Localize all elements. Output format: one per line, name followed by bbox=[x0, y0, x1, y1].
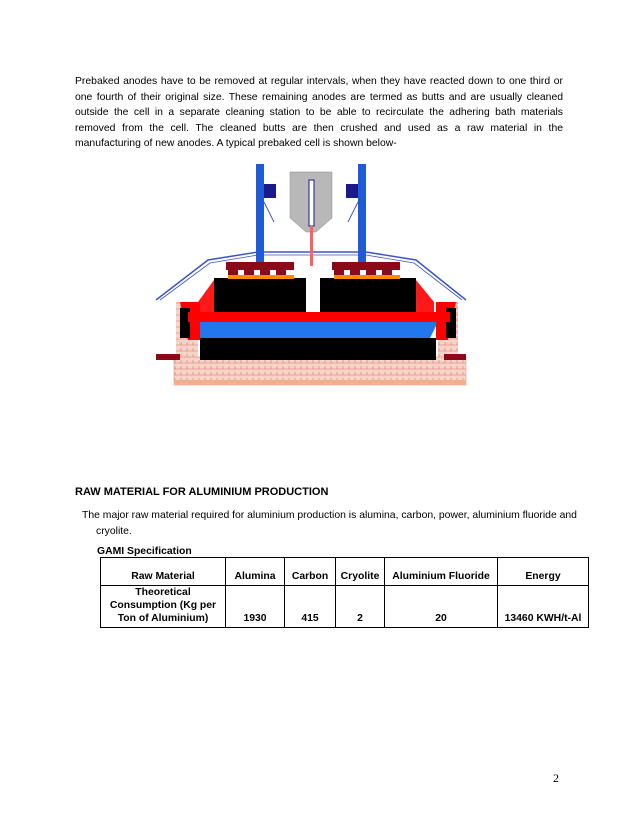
row-label: Theoretical Consumption (Kg per Ton of Aluminium) bbox=[101, 586, 226, 628]
left-column bbox=[256, 164, 264, 262]
spec-table bbox=[100, 557, 589, 628]
left-anode bbox=[214, 278, 306, 312]
table-header-row bbox=[101, 558, 589, 586]
right-column-cap bbox=[346, 184, 358, 198]
header-alumina: Alumina bbox=[226, 558, 285, 586]
cell-energy: 13460 KWH/t-Al bbox=[498, 586, 589, 628]
metal-pad bbox=[192, 322, 438, 338]
left-collector-end bbox=[156, 354, 180, 360]
cell-cryolite: 2 bbox=[336, 586, 385, 628]
page-number: 2 bbox=[553, 771, 559, 785]
cell-aluminium-fluoride: 20 bbox=[385, 586, 498, 628]
bath-layer bbox=[188, 312, 450, 322]
left-column-cap bbox=[264, 184, 276, 198]
header-raw-material: Raw Material bbox=[101, 558, 226, 586]
crust-breaker bbox=[310, 226, 313, 266]
cell-alumina: 1930 bbox=[226, 586, 285, 628]
right-collector-end bbox=[444, 354, 466, 360]
intro-paragraph: Prebaked anodes have to be removed at regular intervals, when they have reacted down to one third or one fourth of their original size. These remaining anodes are termed as butts and are usually cleaned outside the cell in a separate cleaning station to be able to recirculate the adhering bath materials removed from the cell. The cleaned butts are then crushed and used as a raw material in the manufacturing of new anodes. A typical prebaked cell is shown below- bbox=[75, 76, 563, 150]
spec-title: GAMI Specification bbox=[97, 546, 192, 557]
prebaked-cell-diagram bbox=[148, 162, 470, 402]
cell-carbon: 415 bbox=[285, 586, 336, 628]
right-column bbox=[358, 164, 366, 262]
base-bottom-line bbox=[174, 380, 466, 385]
cathode-block bbox=[200, 338, 436, 360]
right-anode bbox=[320, 278, 416, 312]
section-heading: RAW MATERIAL FOR ALUMINIUM PRODUCTION bbox=[75, 486, 329, 498]
header-aluminium-fluoride: Aluminium Fluoride bbox=[385, 558, 498, 586]
feeder-rod bbox=[309, 180, 314, 226]
header-cryolite: Cryolite bbox=[336, 558, 385, 586]
section-body: The major raw material required for aluminium production is alumina, carbon, power, aluminium fluoride and cryolite. bbox=[82, 510, 577, 537]
table-row bbox=[101, 586, 589, 628]
header-energy: Energy bbox=[498, 558, 589, 586]
header-carbon: Carbon bbox=[285, 558, 336, 586]
